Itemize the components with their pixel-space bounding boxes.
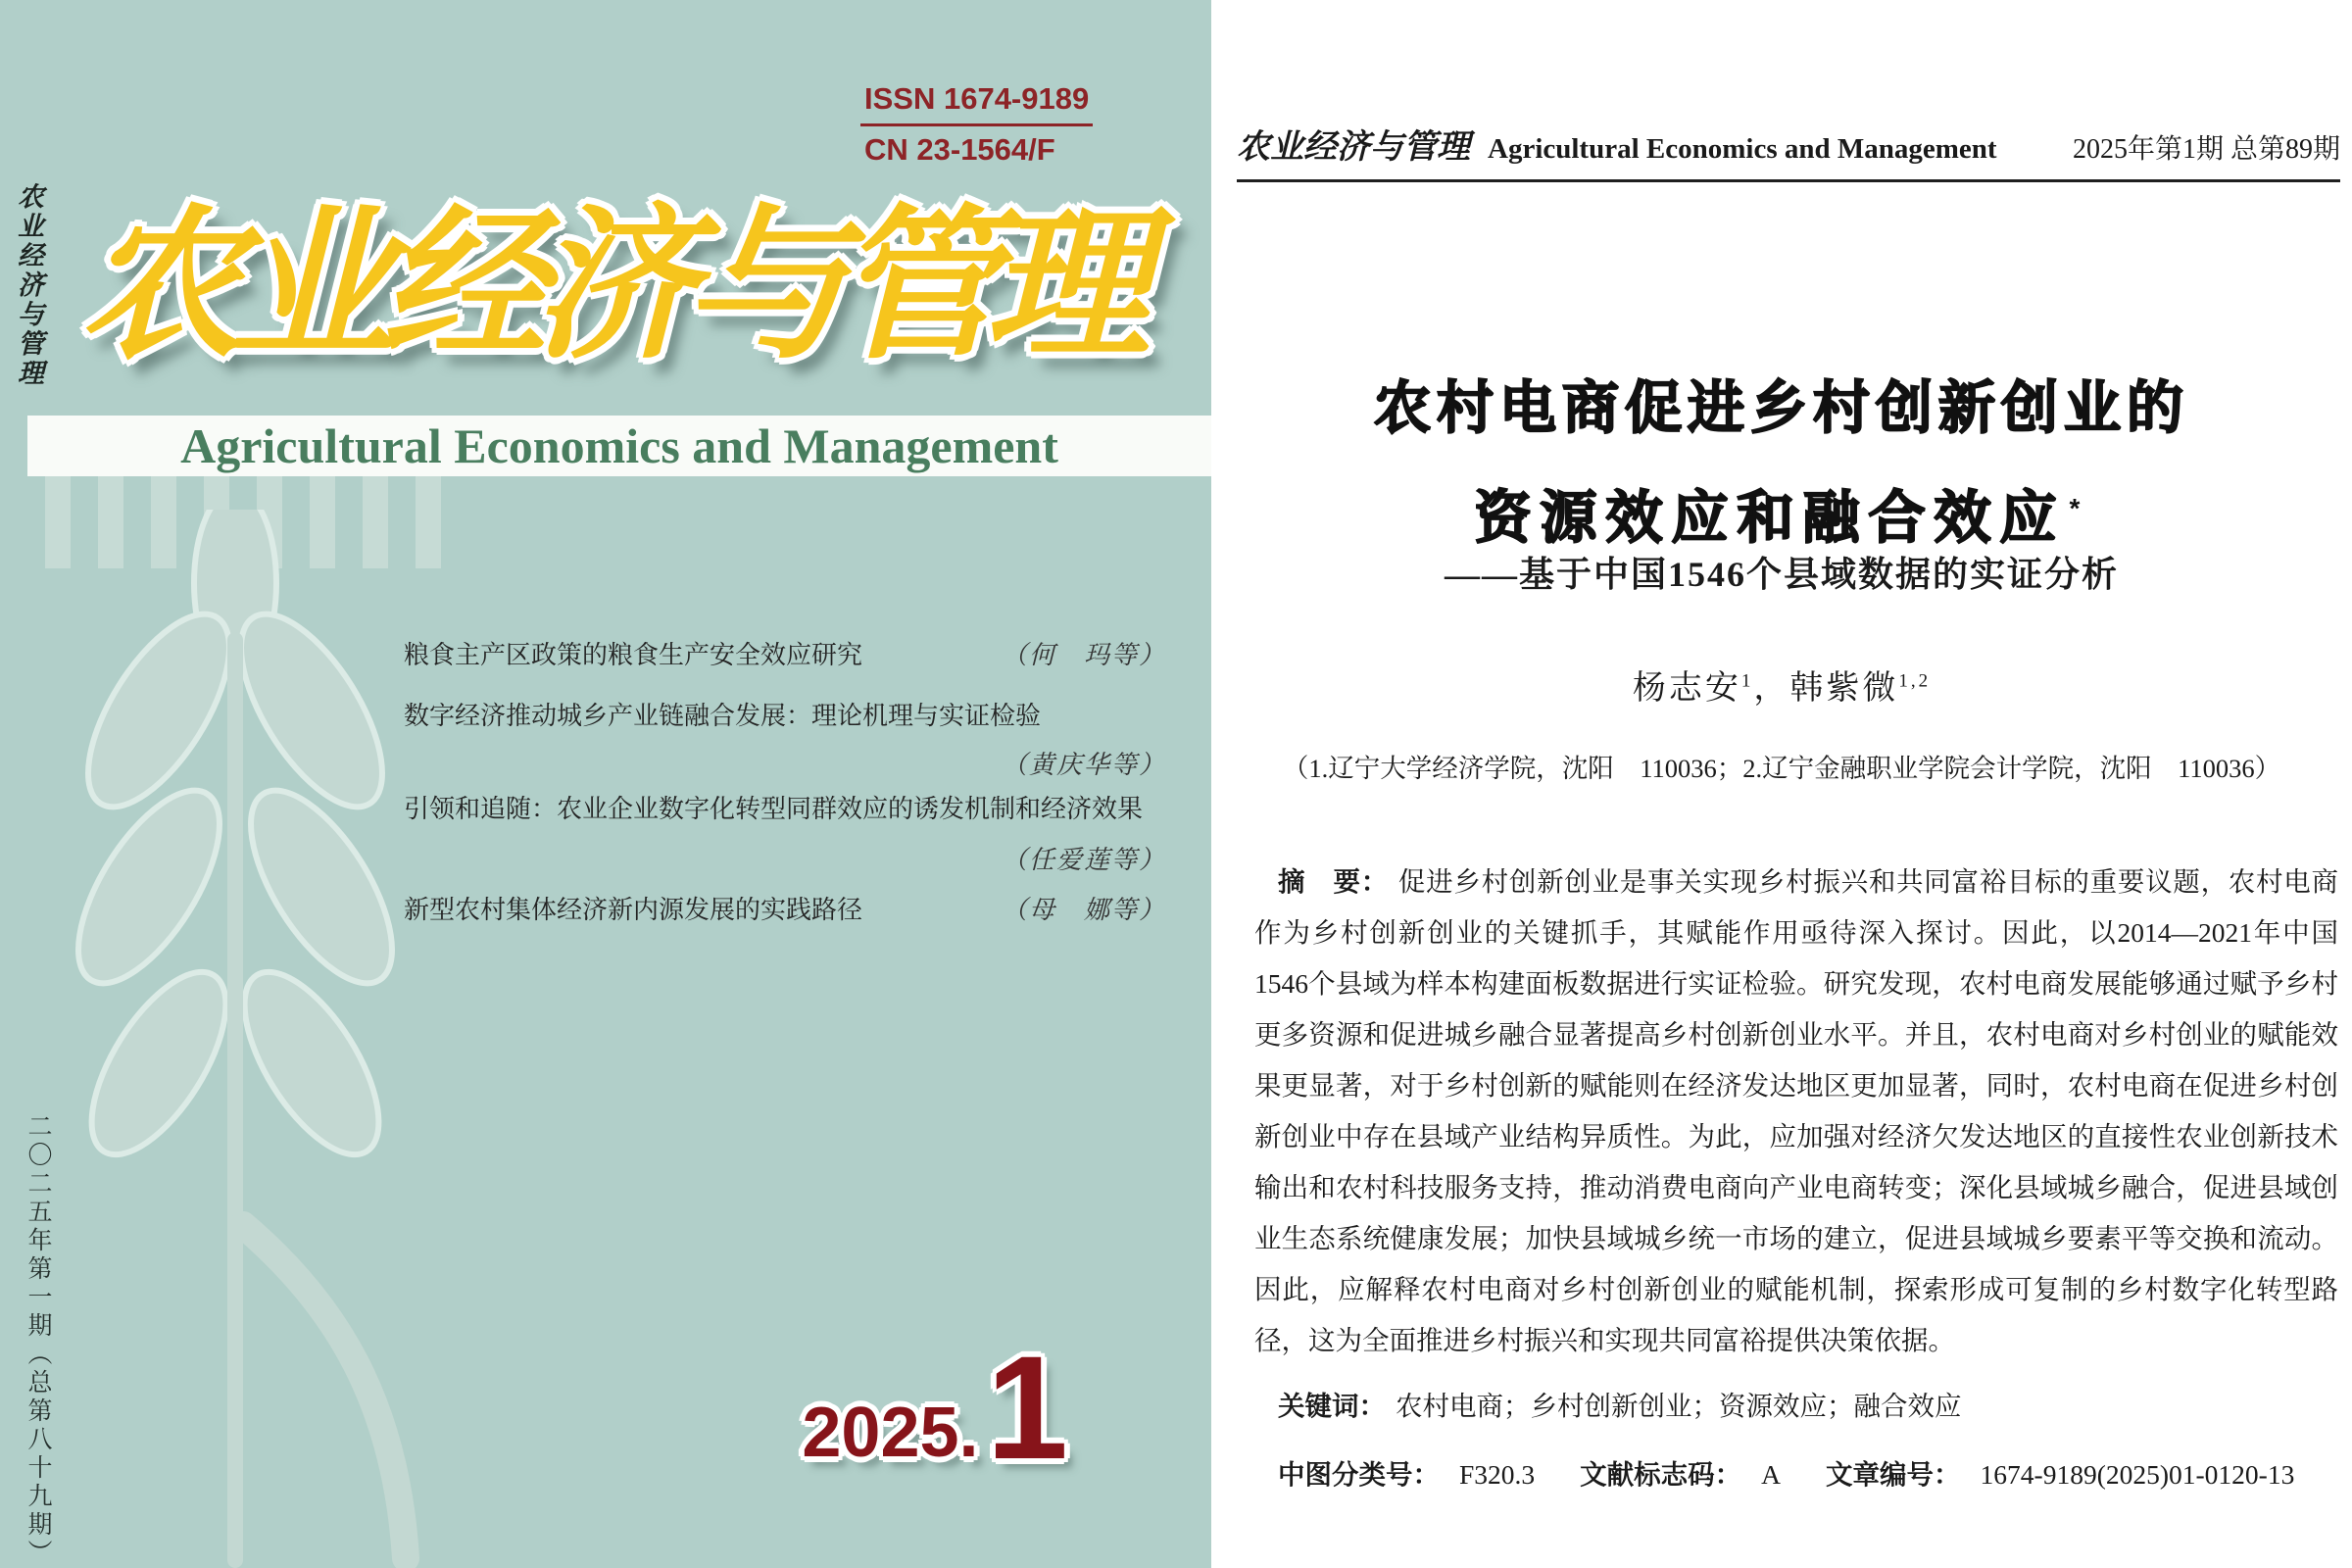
issue-number-block — [802, 1325, 1068, 1490]
classification-line — [1278, 1452, 2338, 1497]
article-title-line1: 农村电商促进乡村创新创业的 — [1373, 375, 2189, 440]
header-journal-english: Agricultural Economics and Management — [1488, 133, 1997, 165]
issue-year: 2025. — [802, 1394, 979, 1473]
abstract-line: 输出和农村科技服务支持，推动消费电商向产业电商转变；深化县域城乡融合，促进县域创 — [1254, 1172, 2338, 1202]
article-id-label: 文章编号： — [1826, 1459, 1961, 1490]
toc-item — [404, 789, 1166, 825]
abstract-block — [1254, 857, 2338, 1366]
article-first-page — [1211, 0, 2352, 1568]
toc-item-authors-row — [404, 745, 1166, 781]
cn-number: CN 23-1564/F — [864, 132, 1055, 167]
issn-block — [860, 78, 1093, 172]
authors-separator: ， — [1753, 670, 1790, 707]
abstract-line: 新创业中存在县域产业结构异质性。为此，应加强对经济欠发达地区的直接性农业创新技术 — [1254, 1121, 2338, 1152]
issue-no: 1 — [986, 1325, 1068, 1490]
cover-spine-calligraphy: 农业经济与管理 — [14, 182, 43, 388]
header-journal-block — [1237, 120, 1997, 168]
header-issue-info: 2025年第1期 总第89期 — [2072, 134, 2340, 165]
toc-item-title: 新型农村集体经济新内源发展的实践路径 — [404, 895, 863, 924]
article-title-line2 — [1211, 471, 2352, 554]
abstract-text: 促进乡村创新创业是事关实现乡村振兴和共同富裕目标的重要议题，农村电商 — [1397, 866, 2338, 897]
header-journal-calligraphy: 农业经济与管理 — [1237, 129, 1470, 166]
toc-item — [404, 890, 1166, 926]
keywords-line — [1278, 1384, 2338, 1429]
toc-item-authors: （任爱莲等） — [1001, 846, 1166, 874]
abstract-line: 果更显著，对于乡村创新的赋能则在经济发达地区更加显著，同时，农村电商在促进乡村创 — [1254, 1070, 2338, 1101]
abstract-line: 更多资源和促进城乡融合显著提高乡村创新创业水平。并且，农村电商对乡村创业的赋能效 — [1254, 1019, 2338, 1050]
abstract-line: 业生态系统健康发展；加快县域城乡统一市场的建立，促进县域城乡要素平等交换和流动。 — [1254, 1223, 2338, 1253]
article-id-value: 1674-9189(2025)01-0120-13 — [1980, 1459, 2295, 1490]
toc-item — [404, 696, 1166, 732]
page-header — [1237, 120, 2340, 182]
abstract-line: 径，这为全面推进乡村振兴和实现共同富裕提供决策依据。 — [1254, 1325, 1955, 1355]
author-2-superscript: 1,2 — [1898, 670, 1932, 692]
journal-title-calligraphy: 农业经济与管理 — [79, 196, 1137, 378]
toc-item-title: 数字经济推动城乡产业链融合发展：理论机理与实证检验 — [404, 701, 1042, 730]
toc-item — [404, 635, 1166, 671]
clc-value: F320.3 — [1459, 1459, 1536, 1490]
author-1-superscript: 1 — [1740, 670, 1754, 692]
keywords-text: 农村电商；乡村创新创业；资源效应；融合效应 — [1396, 1391, 1962, 1421]
abstract-line — [1254, 857, 2338, 907]
journal-title-english: Agricultural Economics and Management — [180, 418, 1058, 473]
authors-line — [1211, 661, 2352, 709]
affiliation-line: （1.辽宁大学经济学院，沈阳 110036；2.辽宁金融职业学院会计学院，沈阳 110036） — [1282, 754, 2281, 783]
clc-label: 中图分类号： — [1278, 1459, 1440, 1490]
toc-item-authors: （黄庆华等） — [1001, 751, 1166, 779]
toc-item-authors: （何 玛等） — [1001, 641, 1166, 669]
doc-code-value: A — [1761, 1459, 1782, 1490]
cover-spine-issue-text: 二〇二五年第一期（总第八十九期） — [24, 1113, 51, 1568]
journal-title-band — [27, 416, 1211, 476]
toc-item-title: 引领和追随：农业企业数字化转型同群效应的诱发机制和经济效果 — [404, 794, 1144, 823]
table-of-contents — [404, 635, 1166, 939]
abstract-line: 1546个县域为样本构建面板数据进行实证检验。研究发现，农村电商发展能够通过赋予乡村 — [1254, 968, 2338, 999]
keywords-label: 关键词： — [1278, 1391, 1386, 1421]
abstract-label: 摘 要： — [1278, 866, 1389, 897]
toc-item-authors-row — [404, 840, 1166, 876]
abstract-line: 因此，应解释农村电商对乡村创新创业的赋能机制，探索形成可复制的乡村数字化转型路 — [1254, 1274, 2338, 1304]
author-2: 韩紫微 — [1789, 670, 1899, 707]
toc-item-title: 粮食主产区政策的粮食生产安全效应研究 — [404, 640, 863, 669]
abstract-line: 作为乡村创新创业的关键抓手，其赋能作用亟待深入探讨。因此，以2014—2021年中国 — [1254, 917, 2338, 948]
toc-item-authors: （母 娜等） — [1001, 896, 1166, 924]
article-subtitle: ——基于中国1546个县域数据的实证分析 — [1444, 555, 2119, 594]
issn-number: ISSN 1674-9189 — [860, 78, 1093, 126]
article-title-line2-text: 资源效应和融合效应 — [1474, 485, 2066, 550]
title-footnote-asterisk: * — [2069, 492, 2089, 523]
author-1: 杨志安 — [1632, 670, 1741, 707]
doc-code-label: 文献标志码： — [1580, 1459, 1742, 1490]
